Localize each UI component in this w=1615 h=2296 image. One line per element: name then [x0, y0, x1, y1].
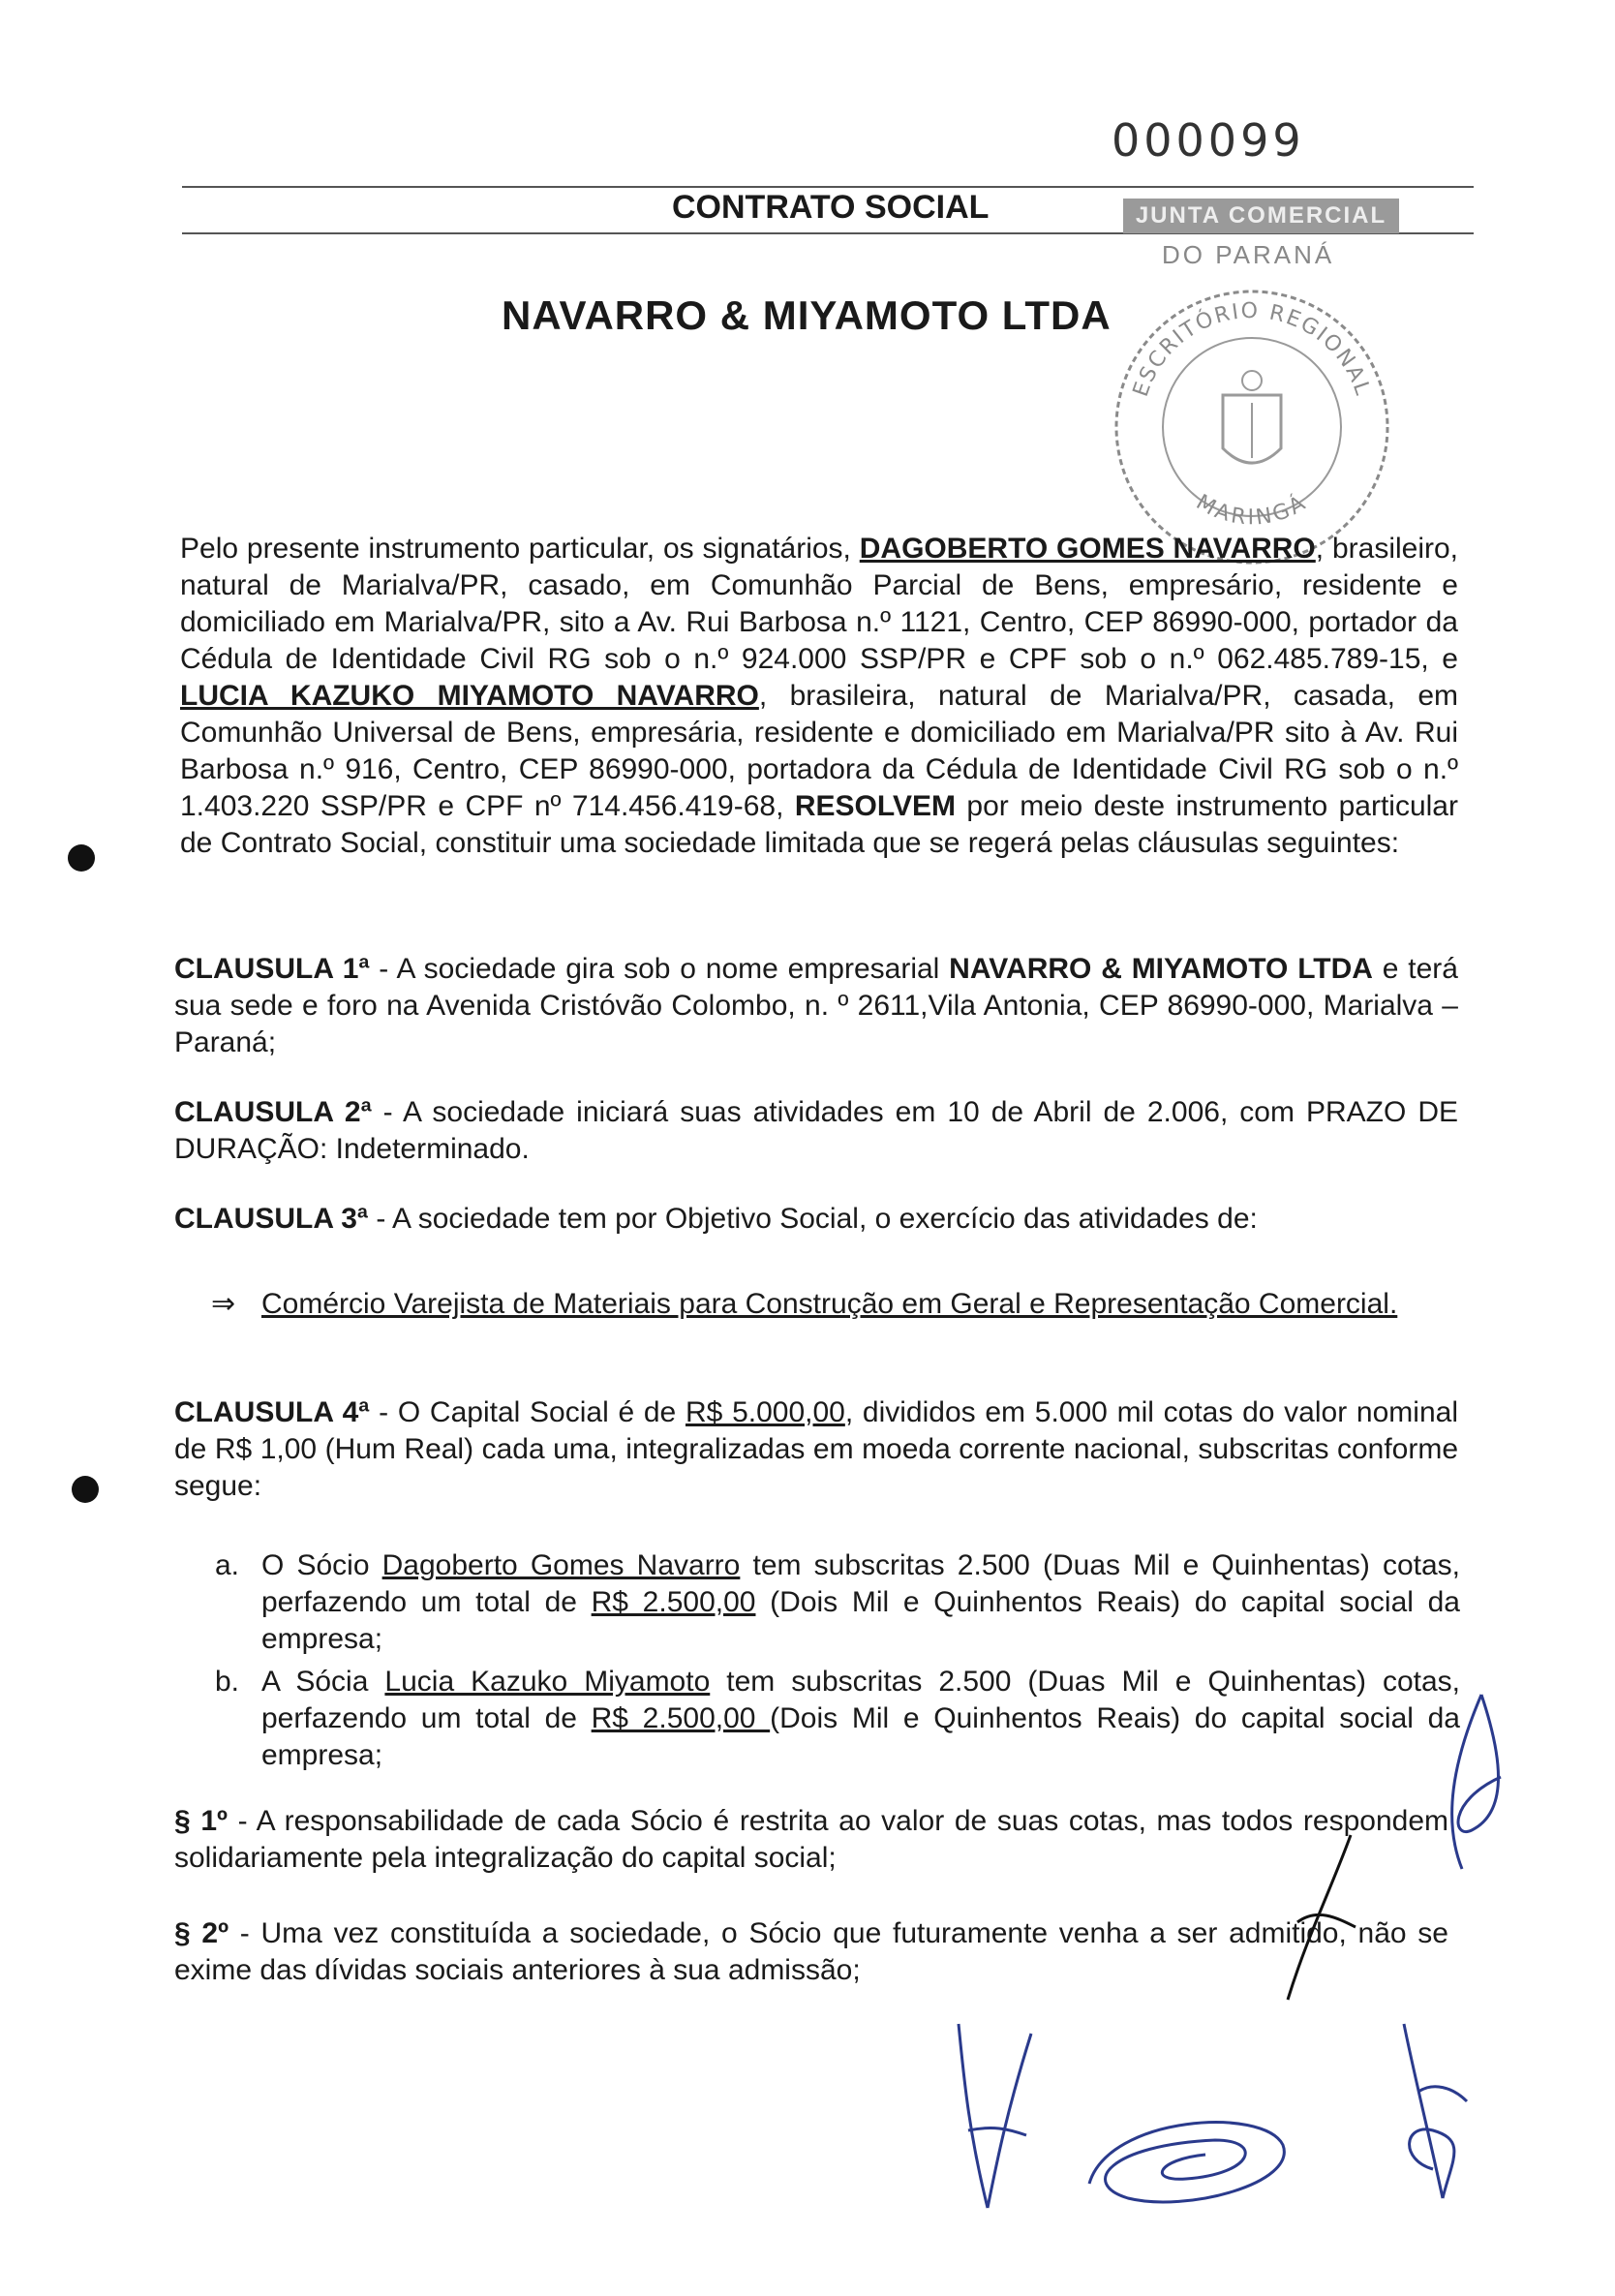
clause-2-label: CLAUSULA 2ª: [174, 1096, 372, 1128]
company-name: NAVARRO & MIYAMOTO LTDA: [502, 292, 1112, 338]
paragraph-2-text: - Uma vez constituída a sociedade, o Sócio que futuramente venha a ser admitido, não se exime das dívidas sociais anteriores à sua admissão;: [174, 1917, 1448, 1986]
svg-text:MARINGÁ: [1192, 489, 1312, 530]
clause-3-text: - A sociedade tem por Objetivo Social, o exercício das atividades de:: [368, 1203, 1258, 1235]
paragraph-2-label: § 2º: [174, 1917, 229, 1949]
item-b-text-3: (Dois Mil e Quinhentos Reais) do capital social da empresa;: [261, 1702, 1460, 1771]
clause-4-text-2: , divididos em 5.000 mil cotas do valor nominal de R$ 1,00 (Hum Real) cada uma, integralizadas em moeda corrente nacional, subscritas conforme segue:: [174, 1396, 1458, 1502]
intro-text-4: por meio deste instrumento particular de Contrato Social, constituir uma sociedade limitada que se regerá pelas cláusulas seguintes:: [180, 790, 1458, 859]
item-b-text-1: A Sócia: [261, 1666, 385, 1698]
clause-2: [174, 1094, 1458, 1168]
intro-text-1: Pelo presente instrumento particular, os signatários,: [180, 533, 860, 565]
item-b-text-2: tem subscritas 2.500 (Duas Mil e Quinhentas) cotas, perfazendo um total de: [261, 1666, 1460, 1734]
list-item: [215, 1664, 1460, 1774]
partner-1-name: DAGOBERTO GOMES NAVARRO: [859, 533, 1316, 565]
binder-hole-bottom: [72, 1476, 99, 1503]
list-item-letter: a.: [215, 1549, 240, 1581]
list-item-text: [261, 1547, 1460, 1658]
clause-4-text-1: - O Capital Social é de: [369, 1396, 686, 1428]
activity-text: Comércio Varejista de Materiais para Construção em Geral e Representação Comercial.: [261, 1288, 1398, 1320]
paragraph-1: [174, 1803, 1448, 1877]
item-a-text-2: tem subscritas 2.500 (Duas Mil e Quinhentas) cotas, perfazendo um total de: [261, 1549, 1460, 1618]
item-a-name: Dagoberto Gomes Navarro: [381, 1549, 741, 1581]
clause-3-label: CLAUSULA 3ª: [174, 1203, 368, 1235]
item-a-text-1: O Sócio: [261, 1549, 382, 1581]
clause-4-label: CLAUSULA 4ª: [174, 1396, 370, 1428]
signature-3: [1375, 2014, 1481, 2208]
clause-1-company: NAVARRO & MIYAMOTO LTDA: [949, 953, 1373, 985]
arrow-icon: ⇒: [211, 1288, 236, 1320]
stamp-banner: JUNTA COMERCIAL: [1123, 199, 1399, 233]
top-rule: [182, 186, 1474, 188]
binder-hole-top: [68, 844, 95, 872]
resolvem-keyword: RESOLVEM: [794, 790, 956, 822]
paragraph-1-text: - A responsabilidade de cada Sócio é restrita ao valor de suas cotas, mas todos respondem solidariamente pela integralização do capital social;: [174, 1805, 1448, 1874]
paragraph-1-label: § 1º: [174, 1805, 228, 1837]
margin-signature-strike: [1278, 1830, 1365, 2005]
partner-2-name: LUCIA KAZUKO MIYAMOTO NAVARRO: [180, 680, 759, 712]
clause-3-activity: [211, 1286, 1460, 1323]
seal-ring-bottom: MARINGÁ: [1191, 490, 1313, 531]
stamp-subtitle: DO PARANÁ: [1162, 240, 1335, 269]
list-item: [215, 1547, 1460, 1658]
item-b-name: Lucia Kazuko Miyamoto: [384, 1666, 711, 1698]
list-item-letter: b.: [215, 1666, 240, 1698]
signature-2: [1070, 2097, 1302, 2222]
clause-2-text: - A sociedade iniciará suas atividades em 10 de Abril de 2.006, com PRAZO DE DURAÇÃO: Indeterminado.: [174, 1096, 1458, 1165]
clause-3: [174, 1201, 1458, 1238]
item-b-amount: R$ 2.500,00: [591, 1702, 771, 1734]
list-item-text: [261, 1664, 1460, 1774]
intro-paragraph: [180, 531, 1458, 862]
clause-1-label: CLAUSULA 1ª: [174, 953, 370, 985]
svg-text:ESCRITÓRIO REGIONAL: [1129, 299, 1375, 400]
item-a-text-3: (Dois Mil e Quinhentos Reais) do capital social da empresa;: [261, 1586, 1460, 1655]
clause-1-text-1: - A sociedade gira sob o nome empresarial: [369, 953, 950, 985]
clause-4-capital: R$ 5.000,00: [685, 1396, 845, 1428]
intro-text-3: , brasileira, natural de Marialva/PR, casada, em Comunhão Universal de Bens, empresária, residente e domiciliado em Marialva/PR sito à Av. Rui Barbosa n.º 916, Centro, CEP 86990-000, portadora da Cédula de Identidade Civil RG sob o n.º 1.403.220 SSP/PR e CPF nº 714.456.419-68,: [180, 680, 1459, 822]
clause-1: [174, 951, 1458, 1061]
document-title: CONTRATO SOCIAL: [672, 189, 990, 226]
item-a-amount: R$ 2.500,00: [591, 1586, 756, 1618]
clause-1-text-2: e terá sua sede e foro na Avenida Cristóvão Colombo, n. º 2611,Vila Antonia, CEP 86990-000, Marialva – Paraná;: [174, 953, 1458, 1058]
intro-text-2: , brasileiro, natural de Marialva/PR, casado, em Comunhão Parcial de Bens, empresário, residente e domiciliado em Marialva/PR, sito a Av. Rui Barbosa n.º 1121, Centro, CEP 86990-000, portador da Cédula de Identidade Civil RG sob o n.º 924.000 SSP/PR e CPF sob o n.º 062.485.789-15, e: [180, 533, 1459, 675]
margin-signature: [1443, 1685, 1520, 1879]
page-number: 000099: [1112, 114, 1305, 167]
signature-1: [939, 2014, 1046, 2227]
seal-ring-top: ESCRITÓRIO REGIONAL: [1128, 298, 1376, 400]
clause-4: [174, 1394, 1458, 1505]
paragraph-2: [174, 1915, 1448, 1989]
